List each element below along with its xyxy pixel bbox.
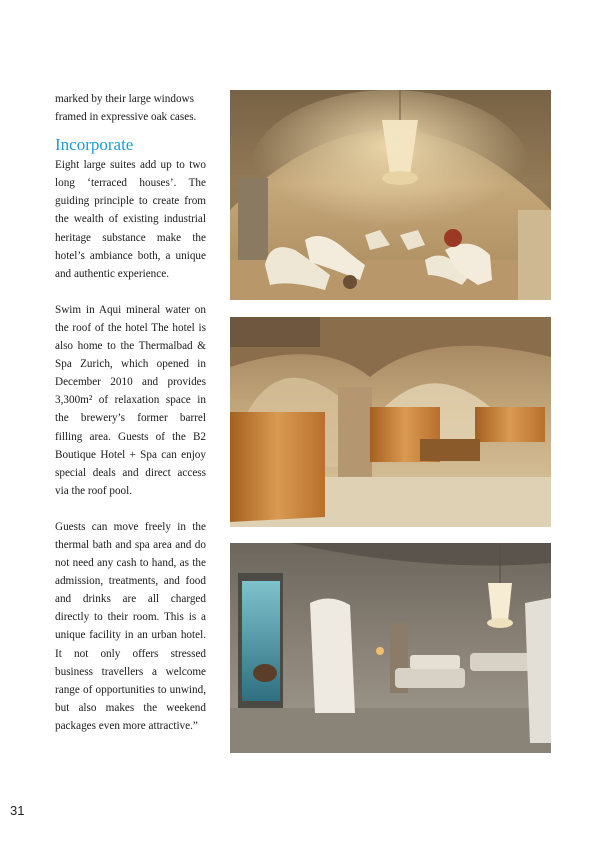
photo-barrel-baths bbox=[230, 317, 551, 527]
photo-vaulted-lounge bbox=[230, 90, 551, 300]
page-number: 31 bbox=[10, 803, 25, 818]
paragraph-spa: Swim in Aqui mineral water on the roof of the hotel The hotel is also home to the Thermalbad & Spa Zurich, which opened in December 2010 and provides 3,300m² of relaxation space in the brewery’s former barrel filling area. Guests of the B2 Boutique Hotel + Spa can enjoy special deals and direct access via the roof pool. bbox=[55, 303, 206, 497]
paragraph-guests: Guests can move freely in the thermal bath and spa area and do not need any cash to hand, as the admission, treatments, and food and drinks are all charged directly to their room. This is a unique facility in an urban hotel. It not only offers stressed business travellers a welcome range of opportunities to unwind, but also makes the weekend packages even more attractive.” bbox=[55, 520, 206, 732]
photo-spa-lounge bbox=[230, 543, 551, 753]
paragraph-suites: Eight large suites add up to two long ‘terraced houses’. The guiding principle to create from the wealth of existing industrial heritage substance make the hotel’s ambiance both, a unique and authentic experience. bbox=[55, 159, 206, 280]
text-column bbox=[55, 90, 206, 735]
section-heading: Incorporate bbox=[55, 135, 134, 155]
intro-text: marked by their large windows framed in expressive oak cases. bbox=[55, 93, 197, 124]
